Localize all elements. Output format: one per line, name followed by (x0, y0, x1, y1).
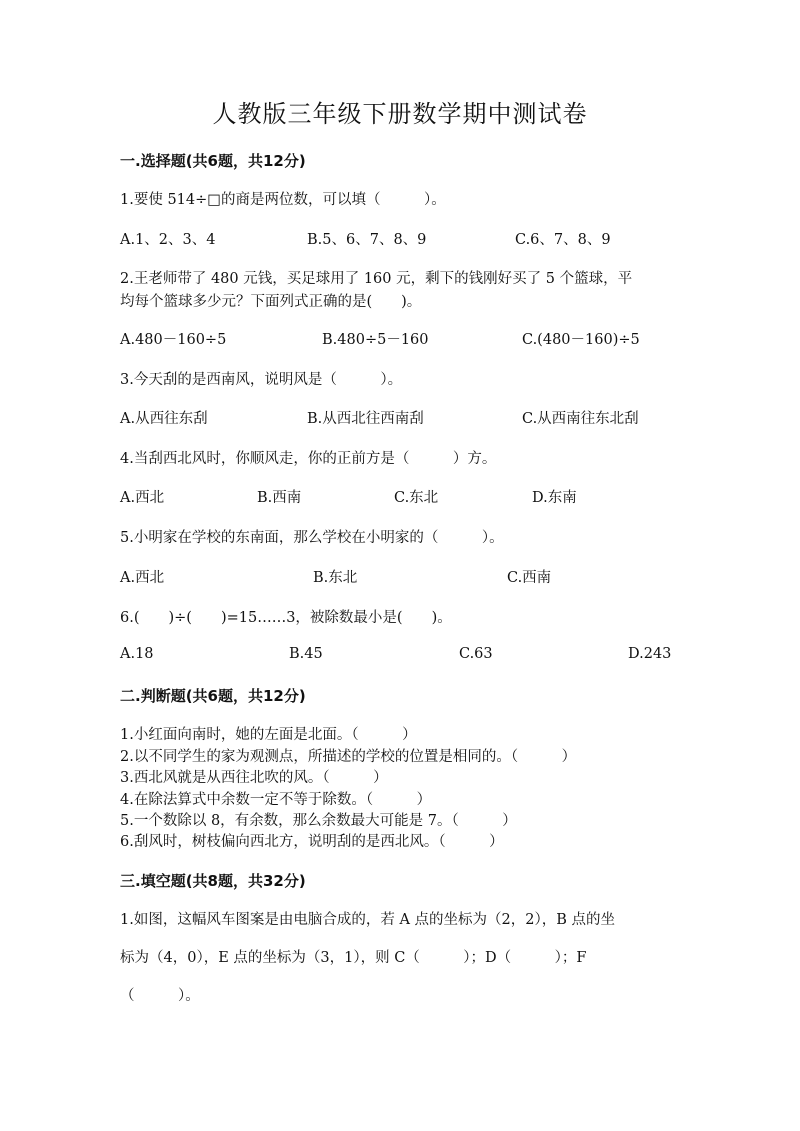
page-title: 人教版三年级下册数学期中测试卷 (212, 100, 588, 128)
option-c: C.西南 (507, 570, 552, 586)
option-b: B.从西北往西南刮 (307, 411, 424, 427)
question-text: 3.今天刮的是西南风，说明风是（ ）。 (120, 372, 403, 388)
option-b: B.480÷5－160 (322, 332, 429, 348)
option-c: C.(480－160)÷5 (522, 332, 640, 348)
judge-item: 3.西北风就是从西往北吹的风。（ ） (120, 770, 388, 786)
option-b: B.东北 (313, 570, 358, 586)
judge-item: 4.在除法算式中余数一定不等于除数。（ ） (120, 792, 432, 808)
option-d: D.东南 (532, 490, 577, 506)
option-c: C.63 (459, 646, 493, 662)
option-b: B.西南 (257, 490, 302, 506)
option-c: C.6、7、8、9 (515, 232, 611, 248)
question-text: 均每个篮球多少元？下面列式正确的是( )。 (120, 294, 422, 310)
question-text: 5.小明家在学校的东南面，那么学校在小明家的（ ）。 (120, 530, 504, 546)
option-a: A.18 (120, 646, 154, 662)
question-text: 1.要使 514÷□的商是两位数，可以填（ ）。 (120, 192, 446, 208)
section-heading-choice: 一.选择题(共6题，共12分) (120, 152, 306, 170)
judge-item: 1.小红面向南时，她的左面是北面。（ ） (120, 727, 417, 743)
judge-item: 6.刮风时，树枝偏向西北方，说明刮的是西北风。（ ） (120, 834, 504, 850)
question-text: 1.如图，这幅风车图案是由电脑合成的，若 A 点的坐标为（2，2），B 点的坐 (120, 912, 615, 928)
option-b: B.5、6、7、8、9 (307, 232, 427, 248)
option-a: A.西北 (120, 570, 165, 586)
question-text: 标为（4，0），E 点的坐标为（3，1），则 C（ ）；D（ ）；F (120, 950, 587, 966)
section-heading-judge: 二.判断题(共6题，共12分) (120, 687, 306, 705)
judge-item: 5.一个数除以 8，有余数，那么余数最大可能是 7。（ ） (120, 813, 517, 829)
question-text: （ ）。 (120, 988, 200, 1004)
section-heading-fill: 三.填空题(共8题，共32分) (120, 872, 306, 890)
question-text: 6.( )÷( )=15……3，被除数最小是( )。 (120, 610, 452, 626)
question-text: 2.王老师带了 480 元钱，买足球用了 160 元，剩下的钱刚好买了 5 个篮球，平 (120, 271, 633, 287)
judge-item: 2.以不同学生的家为观测点，所描述的学校的位置是相同的。（ ） (120, 749, 577, 765)
option-a: A.1、2、3、4 (120, 232, 216, 248)
option-a: A.从西往东刮 (120, 411, 208, 427)
option-a: A.西北 (120, 490, 165, 506)
option-d: D.243 (628, 646, 672, 662)
option-a: A.480－160÷5 (120, 332, 227, 348)
option-c: C.从西南往东北刮 (522, 411, 639, 427)
option-c: C.东北 (394, 490, 439, 506)
option-b: B.45 (289, 646, 323, 662)
question-text: 4.当刮西北风时，你顺风走，你的正前方是（ ）方。 (120, 451, 497, 467)
